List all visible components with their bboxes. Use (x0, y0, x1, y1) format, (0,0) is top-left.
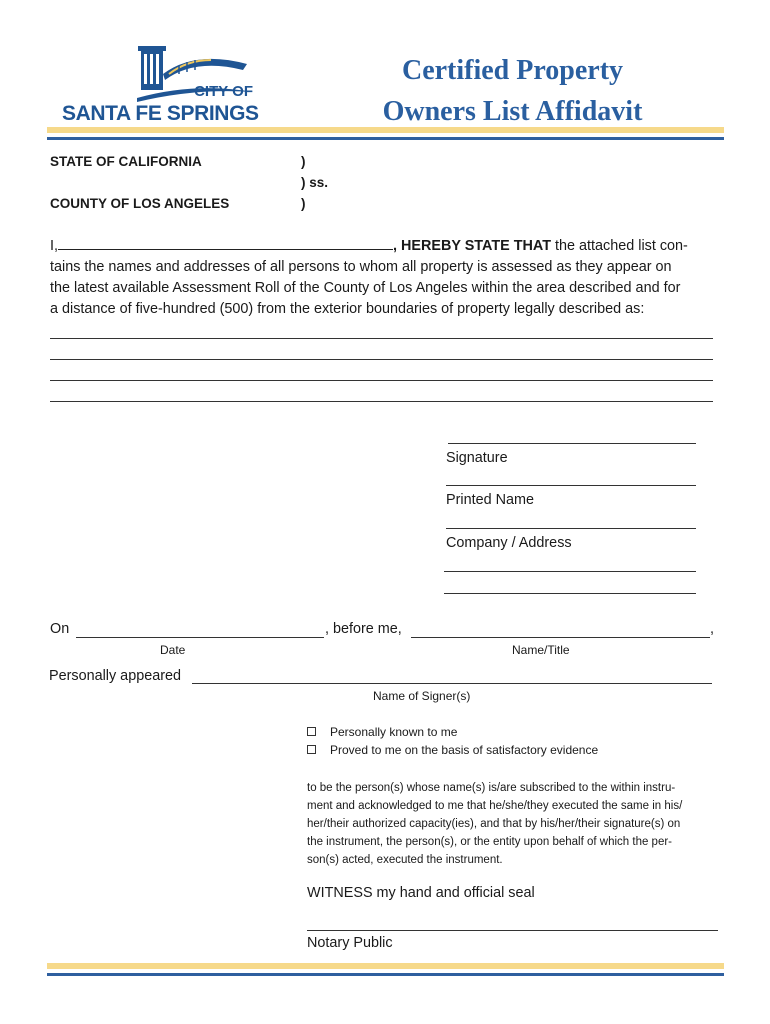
signer-name-field[interactable] (192, 683, 712, 684)
printed-name-label: Printed Name (446, 492, 534, 508)
company-address-label: Company / Address (446, 535, 572, 551)
acknowledgment-line: to be the person(s) whose name(s) is/are subscribed to the within instru- (307, 782, 676, 794)
logo-city-name: SANTA FE SPRINGS (62, 102, 259, 125)
acknowledgment-line: ment and acknowledged to me that he/she/they executed the same in his/ (307, 800, 683, 812)
property-description-line[interactable] (50, 359, 713, 360)
checkbox-icon[interactable] (307, 727, 316, 736)
name-of-signers-caption: Name of Signer(s) (373, 689, 471, 703)
notary-comma: , (710, 621, 714, 637)
statement-prefix: I, (50, 238, 58, 254)
statement-hereby: , HEREBY STATE THAT (393, 238, 552, 254)
address-line[interactable] (444, 571, 696, 572)
footer-divider-blue (47, 973, 724, 976)
personally-appeared-label: Personally appeared (49, 668, 182, 684)
document-title-line1: Certified Property (401, 55, 624, 86)
venue-paren-3: ) (301, 196, 306, 211)
signature-line[interactable] (448, 443, 696, 444)
date-caption: Date (160, 643, 186, 657)
notary-date-field[interactable] (76, 637, 324, 638)
address-line[interactable] (444, 593, 696, 594)
acknowledgment-paragraph (307, 779, 719, 869)
name-title-caption: Name/Title (512, 643, 570, 657)
statement-line-3: the latest available Assessment Roll of the County of Los Angeles within the area described and for (50, 280, 681, 296)
property-description-line[interactable] (50, 338, 713, 339)
venue-paren-1: ) (301, 154, 306, 169)
header-divider-blue (47, 137, 724, 140)
notary-on-label: On (50, 621, 70, 637)
county-label: COUNTY OF LOS ANGELES (50, 196, 230, 211)
state-label: STATE OF CALIFORNIA (50, 154, 202, 169)
acknowledgment-line: the instrument, the person(s), or the entity upon behalf of which the per- (307, 836, 673, 848)
footer-divider-yellow (47, 963, 724, 969)
acknowledgment-line: her/their authorized capacity(ies), and that by his/her/their signature(s) on (307, 818, 681, 830)
notary-public-label: Notary Public (307, 935, 393, 951)
logo-city-of: CITY OF (194, 83, 253, 100)
statement-line-2: tains the names and addresses of all persons to whom all property is assessed as they appear on (50, 259, 672, 275)
header-divider-yellow (47, 127, 724, 133)
signature-label: Signature (446, 450, 508, 466)
option-personally-known[interactable] (307, 725, 457, 739)
printed-name-line[interactable] (446, 485, 696, 486)
document-title-line2: Owners List Affidavit (382, 96, 643, 127)
option-proved-label: Proved to me on the basis of satisfactory evidence (330, 743, 599, 757)
venue-ss: ) ss. (301, 175, 329, 190)
notary-signature-line[interactable] (307, 930, 718, 931)
notary-name-title-field[interactable] (411, 637, 710, 638)
company-line[interactable] (446, 528, 696, 529)
property-description-line[interactable] (50, 380, 713, 381)
statement-line1-rest: the attached list con- (551, 238, 688, 254)
acknowledgment-line: son(s) acted, executed the instrument. (307, 854, 503, 866)
property-description-line[interactable] (50, 401, 713, 402)
notary-before-me-label: , before me, (325, 621, 402, 637)
affiant-name-field[interactable] (58, 236, 393, 250)
checkbox-icon[interactable] (307, 745, 316, 754)
statement-line-1 (50, 236, 722, 257)
statement-line-4: a distance of five-hundred (500) from the exterior boundaries of property legally described as: (50, 301, 645, 317)
witness-label: WITNESS my hand and official seal (307, 885, 535, 901)
option-personally-known-label: Personally known to me (330, 725, 458, 739)
option-proved[interactable] (307, 743, 598, 757)
statement-paragraph (50, 236, 722, 320)
